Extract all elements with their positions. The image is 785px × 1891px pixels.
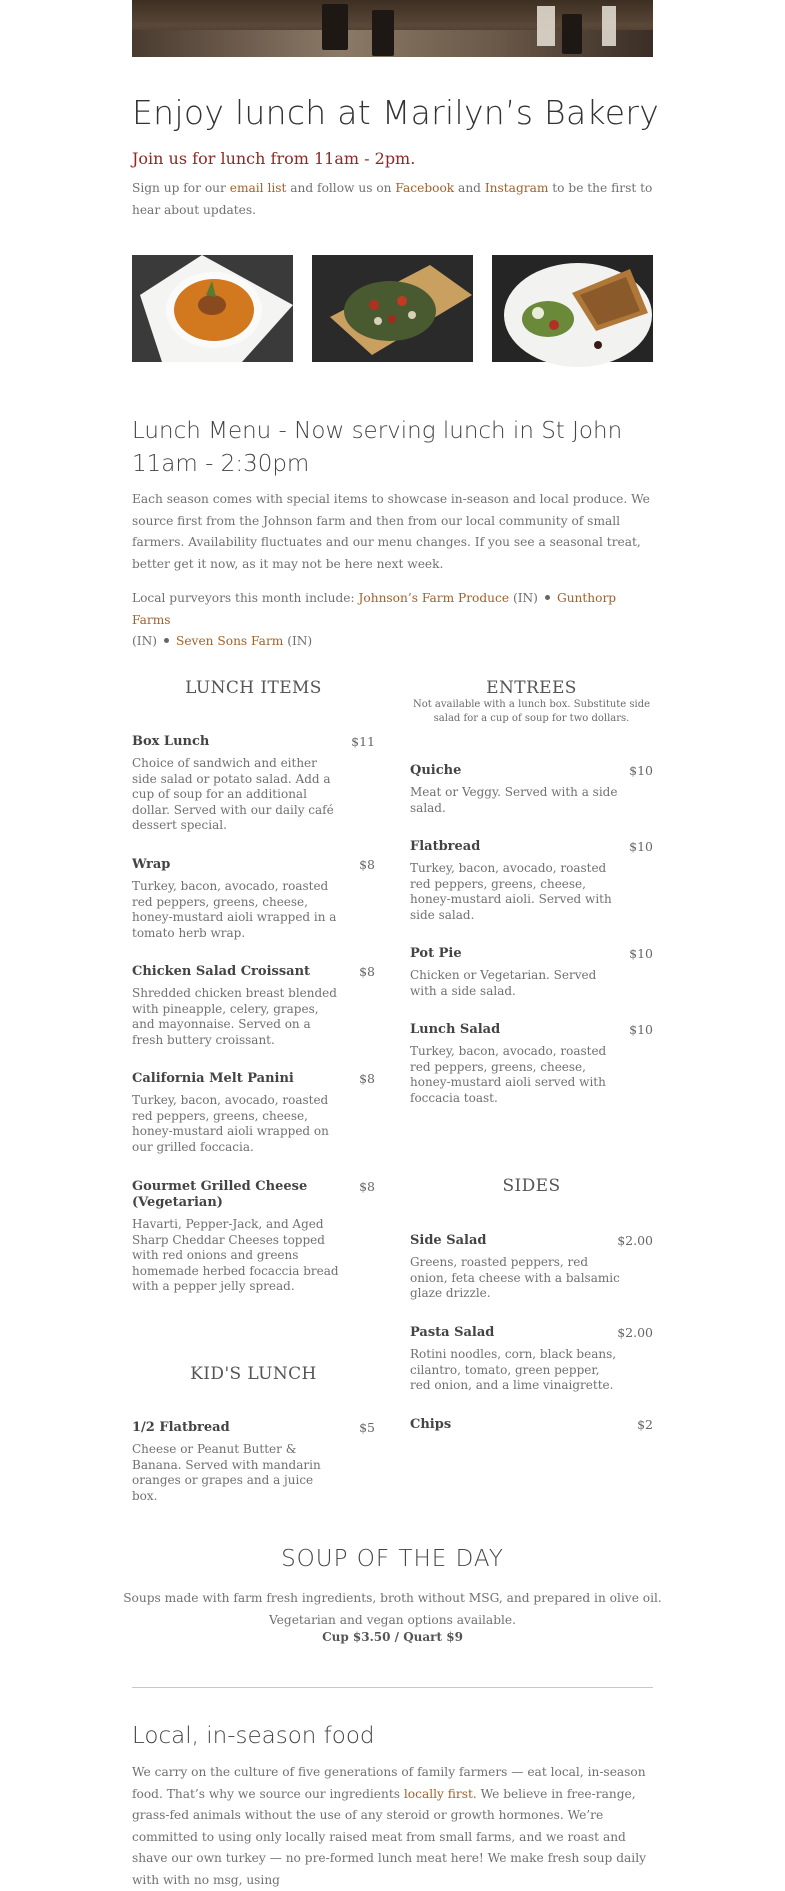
menu-item: Lunch Salad $10 Turkey, bacon, avocado, roasted red peppers, greens, cheese, honey-mustard aioli served with foccacia toast. [410,1022,653,1105]
item-price: $8 [359,1071,375,1086]
item-price: $8 [359,1179,375,1194]
menu-item: California Melt Panini $8 Turkey, bacon, avocado, roasted red peppers, greens, cheese, honey-mustard aioli wrapped on our grilled foccacia. [132,1071,375,1154]
item-price: $2.00 [617,1325,653,1340]
purveyors-text: Local purveyors this month include: Johnson’s Farm Produce (IN) Gunthorp Farms (IN) Seven Sons Farm (IN) [132,591,617,648]
menu-item: Side Salad $2.00 Greens, roasted peppers, red onion, feta cheese with a balsamic glaze drizzle. [410,1233,653,1301]
section-divider [132,1687,653,1688]
menu-item: Wrap $8 Turkey, bacon, avocado, roasted red peppers, greens, cheese, honey-mustard aioli wrapped in a tomato herb wrap. [132,857,375,940]
item-price: $10 [629,946,653,961]
item-price: $2 [637,1417,653,1432]
item-price: $10 [629,763,653,778]
facebook-link[interactable]: Facebook [395,181,455,195]
panini-salad-photo [492,255,653,362]
menu-item: Chips $2 [410,1417,653,1432]
soup-description: Soups made with farm fresh ingredients, broth without MSG, and prepared in olive oil. Vegetarian and vegan options available. [123,1591,662,1627]
item-price: $5 [359,1420,375,1435]
item-price: $8 [359,857,375,872]
item-price: $2.00 [617,1233,653,1248]
menu-item: Flatbread $10 Turkey, bacon, avocado, roasted red peppers, greens, cheese, honey-mustard aioli. Served with side salad. [410,839,653,922]
locally-first-link[interactable]: locally first [403,1786,473,1801]
kids-lunch-heading: KID'S LUNCH [190,1364,317,1384]
soup-heading: SOUP OF THE DAY [281,1546,504,1572]
soup-price: Cup $3.50 / Quart $9 [322,1630,463,1644]
menu-item: Quiche $10 Meat or Veggy. Served with a side salad. [410,763,653,815]
menu-item: Chicken Salad Croissant $8 Shredded chicken breast blended with pineapple, celery, grapes, and mayonnaise. Served on a fresh buttery croissant. [132,964,375,1047]
lunch-menu-heading: Lunch Menu - Now serving lunch in St John 11am - 2:30pm [132,418,623,477]
sides-heading: SIDES [502,1176,561,1196]
local-food-text: We carry on the culture of five generations of family farmers — eat local, in-season food. That’s why we source our ingredients locally first. We believe in free-range, grass-fed animals without the use of any steroid or growth hormones. We’re committed to using only locally raised meat from small farms, and we roast and shave our own turkey — no pre-formed lunch meat here! We make fresh soup daily with with no msg, using [132,1765,646,1887]
menu-item: Box Lunch $11 Choice of sandwich and either side salad or potato salad. Add a cup of soup for an additional dollar. Served with our daily café dessert special. [132,734,375,833]
local-food-heading: Local, in-season food [132,1723,375,1749]
item-price: $8 [359,964,375,979]
menu-item: Pasta Salad $2.00 Rotini noodles, corn, black beans, cilantro, tomato, green pepper, red onion, and a lime vinaigrette. [410,1325,653,1393]
email-list-link[interactable]: email list [229,181,287,195]
item-price: $10 [629,839,653,854]
entrees-heading: ENTREES [486,678,577,698]
item-price: $10 [629,1022,653,1037]
soup-bowl-photo [132,255,293,362]
hero-image [132,0,653,57]
menu-item: 1/2 Flatbread $5 Cheese or Peanut Butter & Banana. Served with mandarin oranges or grapes and a juice box. [132,1420,375,1503]
purveyor-link[interactable]: Seven Sons Farm [176,634,284,648]
instagram-link[interactable]: Instagram [484,181,549,195]
menu-item: Pot Pie $10 Chicken or Vegetarian. Served with a side salad. [410,946,653,998]
menu-description: Each season comes with special items to showcase in-season and local produce. We source first from the Johnson farm and then from our local community of small farmers. Availability fluctuates and our menu changes. If you see a seasonal treat, better get it now, as it may not be here next week. [132,492,650,571]
menu-item: Gourmet Grilled Cheese (Vegetarian) $8 Havarti, Pepper-Jack, and Aged Sharp Cheddar Cheeses topped with red onions and greens homemade herbed focaccia bread with a pepper jelly spread. [132,1179,375,1294]
intro-text: Sign up for our email list and follow us on Facebook and Instagram to be the first to hear about updates. [132,181,653,217]
lunch-items-heading: LUNCH ITEMS [185,678,322,698]
item-price: $11 [351,734,375,749]
purveyor-link[interactable]: Gunthorp Farms [132,591,617,627]
entrees-note: Not available with a lunch box. Substitute side salad for a cup of soup for two dollars. [412,699,651,724]
page-title: Enjoy lunch at Marilyn’s Bakery [132,93,660,132]
purveyor-link[interactable]: Johnson’s Farm Produce [358,591,510,605]
lunch-hours-subtitle: Join us for lunch from 11am - 2pm. [132,149,416,168]
flatbread-photo [312,255,473,362]
